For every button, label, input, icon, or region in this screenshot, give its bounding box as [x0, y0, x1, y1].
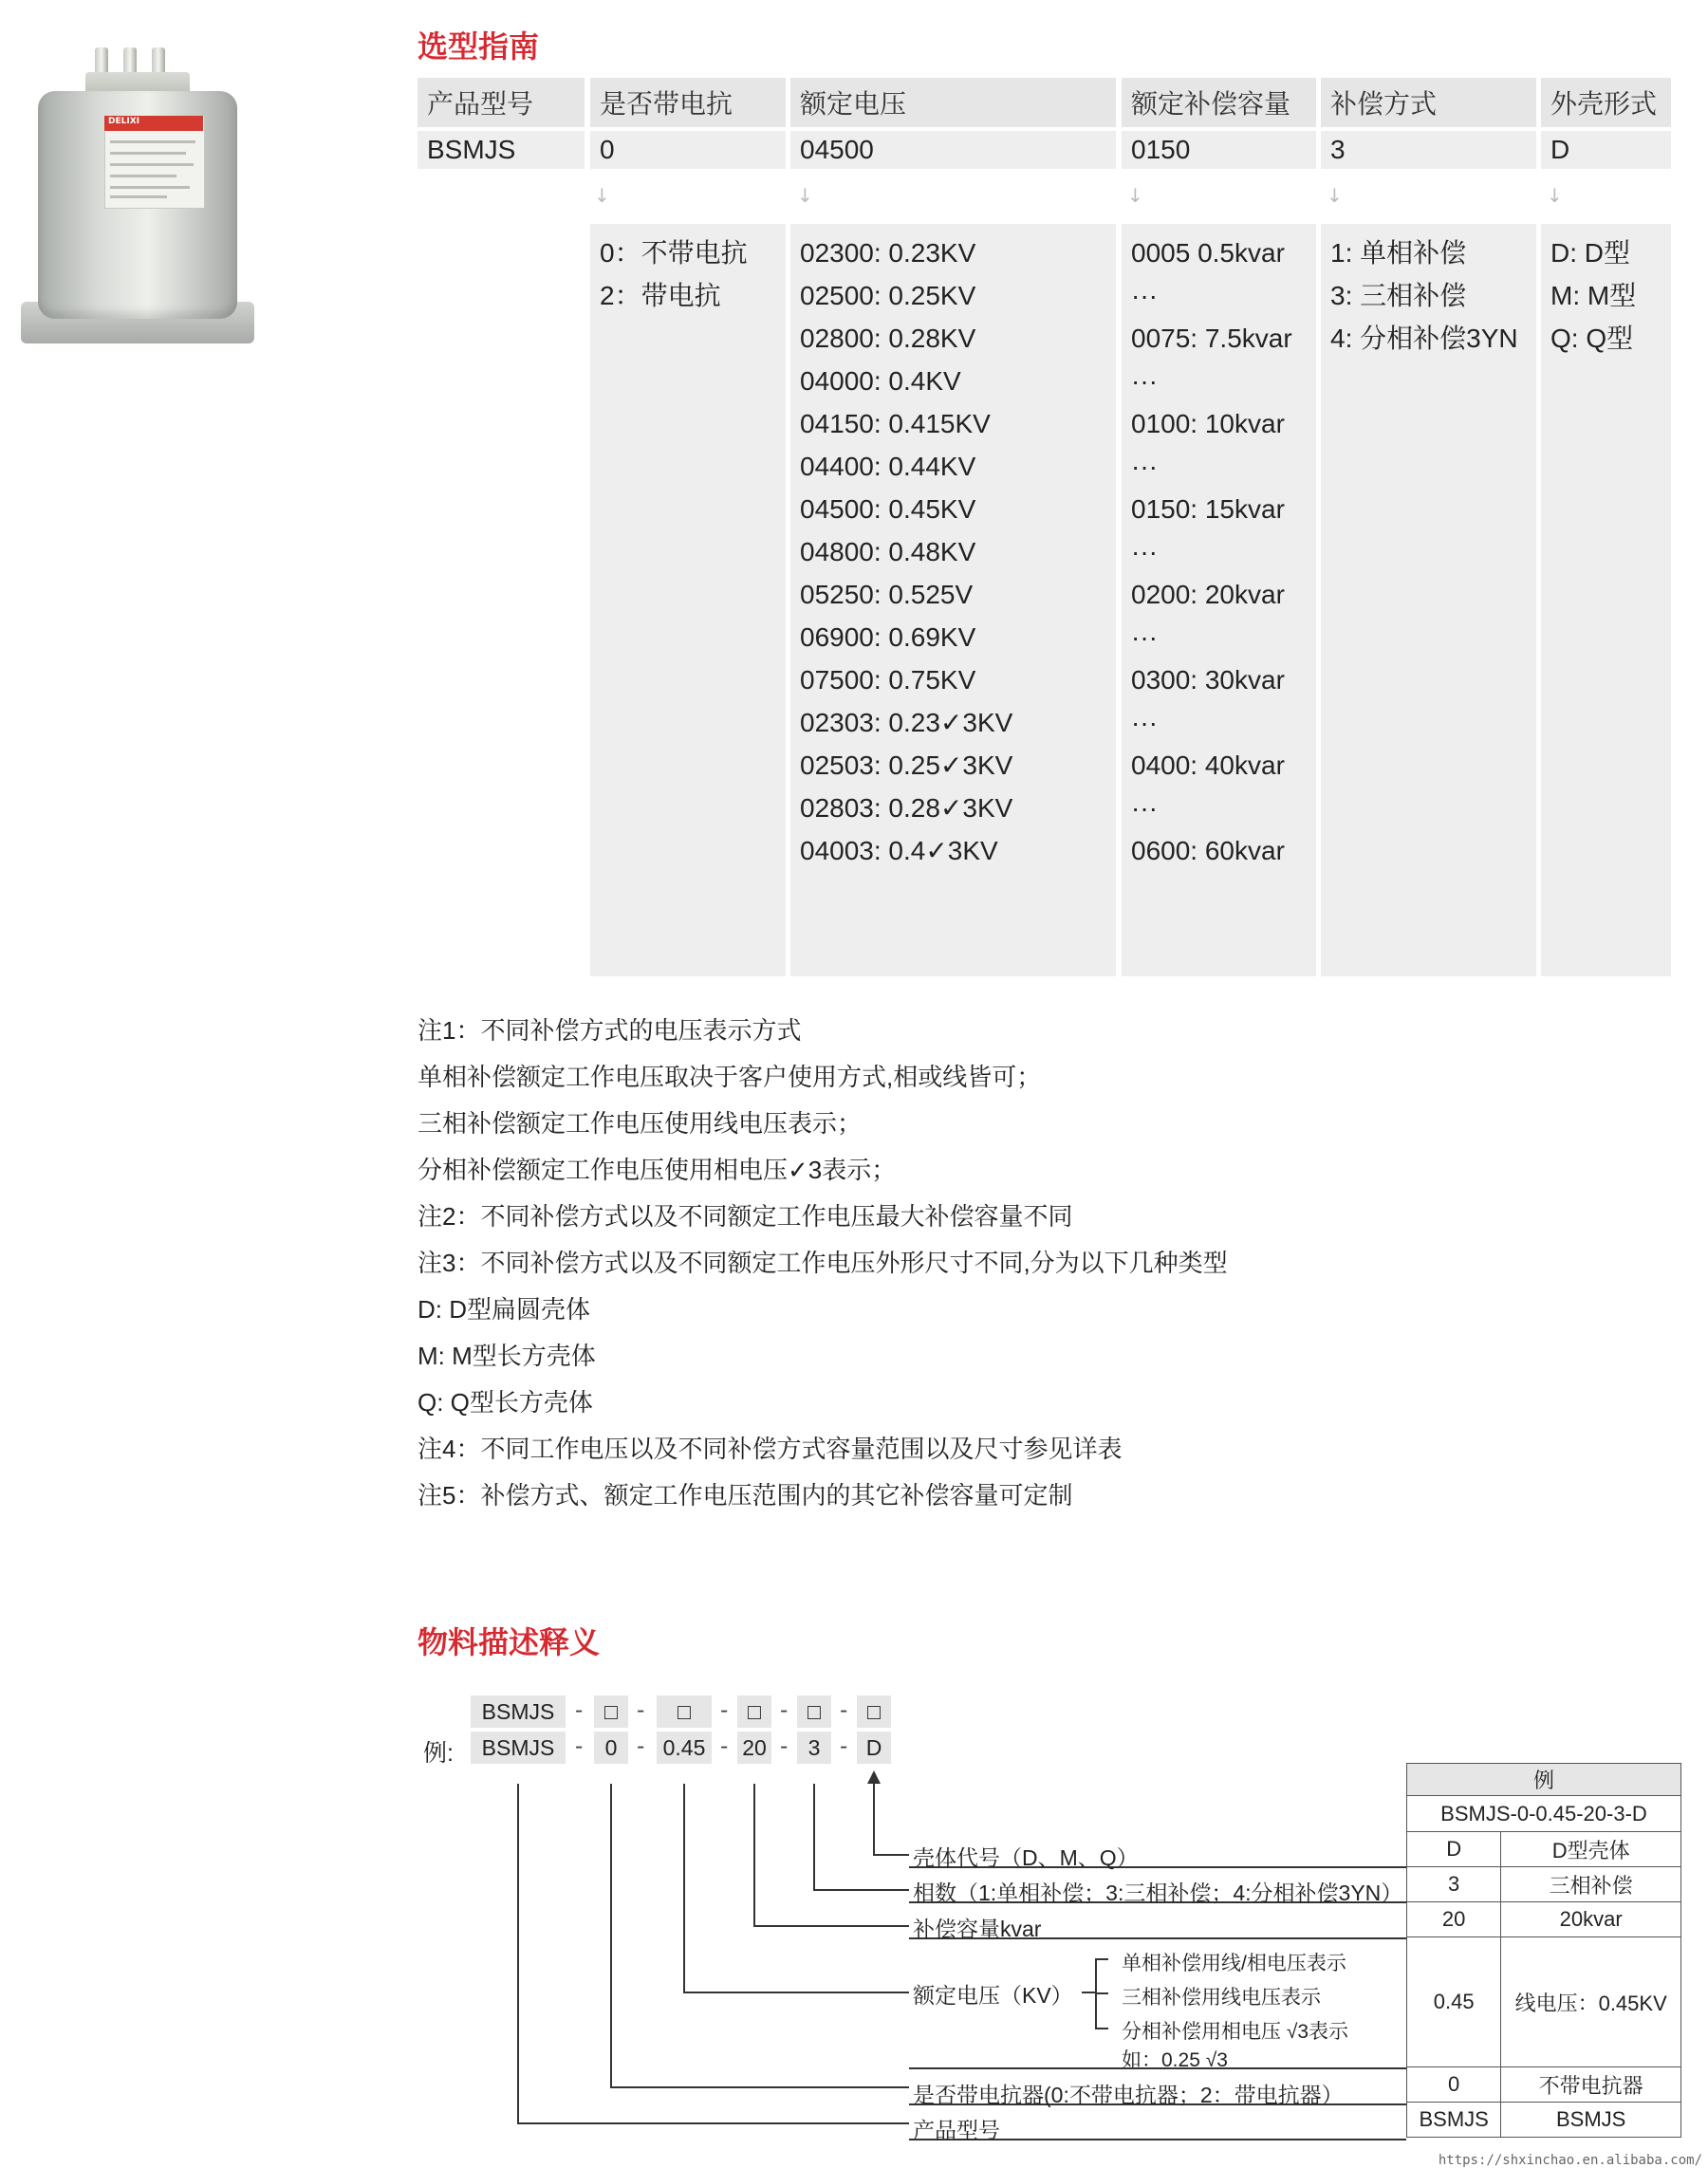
table-cell: D型壳体 [1501, 1832, 1681, 1867]
option-item: ··· [1131, 708, 1158, 737]
note-line: 单相补偿额定工作电压取决于客户使用方式,相或线皆可； [418, 1063, 1042, 1091]
separator: - [575, 1698, 584, 1723]
option-item: 3: 三相补偿 [1330, 281, 1467, 310]
label-capacity: 补偿容量kvar [913, 1917, 1042, 1941]
label-voltage-three: 三相补偿用线电压表示 [1122, 1987, 1321, 2009]
code-box: D [857, 1732, 891, 1764]
option-item: 04800: 0.48KV [800, 537, 976, 566]
note-line: Q: Q型长方壳体 [418, 1388, 593, 1417]
table-row [1407, 2067, 1681, 2103]
header-capacity: 额定补偿容量 [1122, 78, 1316, 127]
option-item: ··· [1131, 366, 1158, 396]
option-item: 0150: 15kvar [1131, 494, 1285, 524]
label-model: 产品型号 [913, 2118, 1000, 2142]
option-item: 02500: 0.25KV [800, 281, 976, 310]
option-item: 0600: 60kvar [1131, 836, 1285, 865]
option-item: 04003: 0.4✓3KV [800, 836, 998, 865]
option-item: 0200: 20kvar [1131, 580, 1285, 609]
table-cell: 线电压：0.45KV [1501, 1937, 1681, 2067]
option-item: 0：不带电抗 [600, 238, 748, 268]
label-voltage-split: 分相补偿用相电压 √3表示 [1122, 2021, 1349, 2043]
option-item: ··· [1131, 793, 1158, 823]
header-model: 产品型号 [418, 78, 585, 127]
code-box: □ [857, 1695, 891, 1728]
note-line: 注5：补偿方式、额定工作电压范围内的其它补偿容量可定制 [418, 1481, 1073, 1510]
example-table-subhead: BSMJS-0-0.45-20-3-D [1407, 1796, 1681, 1832]
table-cell: D [1407, 1832, 1501, 1867]
option-item: 0100: 10kvar [1131, 409, 1285, 438]
selection-guide-title: 选型指南 [418, 28, 540, 65]
table-row [1407, 1902, 1681, 1937]
separator: - [637, 1734, 645, 1759]
separator: - [780, 1734, 789, 1759]
code-box: □ [797, 1695, 831, 1728]
option-item: 2：带电抗 [600, 281, 721, 310]
material-title: 物料描述释义 [418, 1624, 601, 1660]
down-arrow-icon: ↓ [797, 184, 813, 207]
separator: - [840, 1734, 848, 1759]
down-arrow-icon: ↓ [1547, 184, 1563, 207]
option-item: 0005 0.5kvar [1131, 238, 1285, 268]
note-line: 注2：不同补偿方式以及不同额定工作电压最大补偿容量不同 [418, 1202, 1073, 1231]
option-item: ··· [1131, 281, 1158, 310]
watermark-url: https://shxinchao.en.alibaba.com/ [1438, 2153, 1702, 2168]
table-row [1407, 1867, 1681, 1902]
table-row [1407, 1832, 1681, 1867]
value-capacity: 0150 [1122, 131, 1316, 169]
note-line: D: D型扁圆壳体 [418, 1295, 591, 1324]
code-box: BSMJS [471, 1732, 566, 1764]
separator: - [637, 1698, 645, 1723]
separator: - [840, 1698, 848, 1723]
example-table-head: 例 [1407, 1764, 1681, 1796]
option-item: 07500: 0.75KV [800, 665, 976, 695]
code-box: □ [657, 1695, 712, 1728]
option-item: 02303: 0.23✓3KV [800, 708, 1013, 737]
header-reactor: 是否带电抗 [590, 78, 786, 127]
value-compensation: 3 [1321, 131, 1536, 169]
option-item: ··· [1131, 452, 1158, 481]
option-item: 02300: 0.23KV [800, 238, 976, 268]
label-housing: 壳体代号（D、M、Q） [913, 1845, 1139, 1870]
down-arrow-icon: ↓ [594, 184, 610, 207]
option-item: Q: Q型 [1550, 324, 1634, 353]
label-reactor: 是否带电抗器(0:不带电抗器；2：带电抗器） [913, 2083, 1344, 2107]
option-item: 04000: 0.4KV [800, 366, 961, 396]
option-item: ··· [1131, 622, 1158, 652]
code-box: BSMJS [471, 1695, 566, 1728]
label-voltage-single: 单相补偿用线/相电压表示 [1122, 1953, 1346, 1974]
option-item: 04400: 0.44KV [800, 452, 976, 481]
value-reactor: 0 [590, 131, 786, 169]
note-line: 注1：不同补偿方式的电压表示方式 [418, 1016, 802, 1045]
note-line: 注4：不同工作电压以及不同补偿方式容量范围以及尺寸参见详表 [418, 1435, 1123, 1463]
value-housing: D [1541, 131, 1671, 169]
option-item: M: M型 [1550, 281, 1637, 310]
table-row [1407, 2103, 1681, 2138]
label-voltage: 额定电压（KV） [913, 1983, 1073, 2008]
option-item: 06900: 0.69KV [800, 622, 976, 652]
table-cell: 0.45 [1407, 1937, 1501, 2067]
code-box: 20 [737, 1732, 771, 1764]
table-cell: 三相补偿 [1501, 1867, 1681, 1902]
header-housing: 外壳形式 [1541, 78, 1671, 127]
separator: - [575, 1734, 584, 1759]
table-cell: 0 [1407, 2067, 1501, 2103]
example-label: 例: [423, 1740, 454, 1767]
table-cell: BSMJS [1407, 2103, 1501, 2138]
down-arrow-icon: ↓ [1127, 184, 1143, 207]
table-row [1407, 1937, 1681, 2067]
option-item: 4: 分相补偿3YN [1330, 324, 1518, 353]
value-voltage: 04500 [790, 131, 1116, 169]
separator: - [720, 1734, 729, 1759]
code-box: □ [737, 1695, 771, 1728]
option-item: D: D型 [1550, 238, 1631, 268]
option-item: 0400: 40kvar [1131, 750, 1285, 780]
note-line: 三相补偿额定工作电压使用线电压表示； [418, 1109, 863, 1138]
label-voltage-example: 如：0.25 √3 [1122, 2049, 1228, 2071]
table-cell: 不带电抗器 [1501, 2067, 1681, 2103]
label-phase: 相数（1:单相补偿；3:三相补偿；4:分相补偿3YN） [913, 1881, 1403, 1905]
option-item: ··· [1131, 537, 1158, 566]
table-cell: BSMJS [1501, 2103, 1681, 2138]
separator: - [780, 1698, 789, 1723]
example-table [1406, 1763, 1681, 2138]
option-item: 04150: 0.415KV [800, 409, 991, 438]
code-box: □ [594, 1695, 628, 1728]
option-item: 05250: 0.525V [800, 580, 974, 609]
note-line: 注3：不同补偿方式以及不同额定工作电压外形尺寸不同,分为以下几种类型 [418, 1249, 1228, 1277]
code-box: 0.45 [657, 1732, 712, 1764]
table-cell: 20 [1407, 1902, 1501, 1937]
brand-logo: DELIXI [108, 117, 139, 126]
header-compensation: 补偿方式 [1321, 78, 1536, 127]
note-line: M: M型长方壳体 [418, 1342, 596, 1370]
option-item: 0300: 30kvar [1131, 665, 1285, 695]
header-voltage: 额定电压 [790, 78, 1116, 127]
code-box: 3 [797, 1732, 831, 1764]
option-item: 04500: 0.45KV [800, 494, 976, 524]
value-model: BSMJS [418, 131, 585, 169]
option-item: 02803: 0.28✓3KV [800, 793, 1013, 823]
option-item: 1: 单相补偿 [1330, 238, 1467, 268]
separator: - [720, 1698, 729, 1723]
table-cell: 3 [1407, 1867, 1501, 1902]
table-cell: 20kvar [1501, 1902, 1681, 1937]
code-box: 0 [594, 1732, 628, 1764]
note-line: 分相补偿额定工作电压使用相电压✓3表示； [418, 1156, 897, 1184]
option-item: 0075: 7.5kvar [1131, 324, 1292, 353]
option-item: 02503: 0.25✓3KV [800, 750, 1013, 780]
down-arrow-icon: ↓ [1327, 184, 1343, 207]
option-item: 02800: 0.28KV [800, 324, 976, 353]
